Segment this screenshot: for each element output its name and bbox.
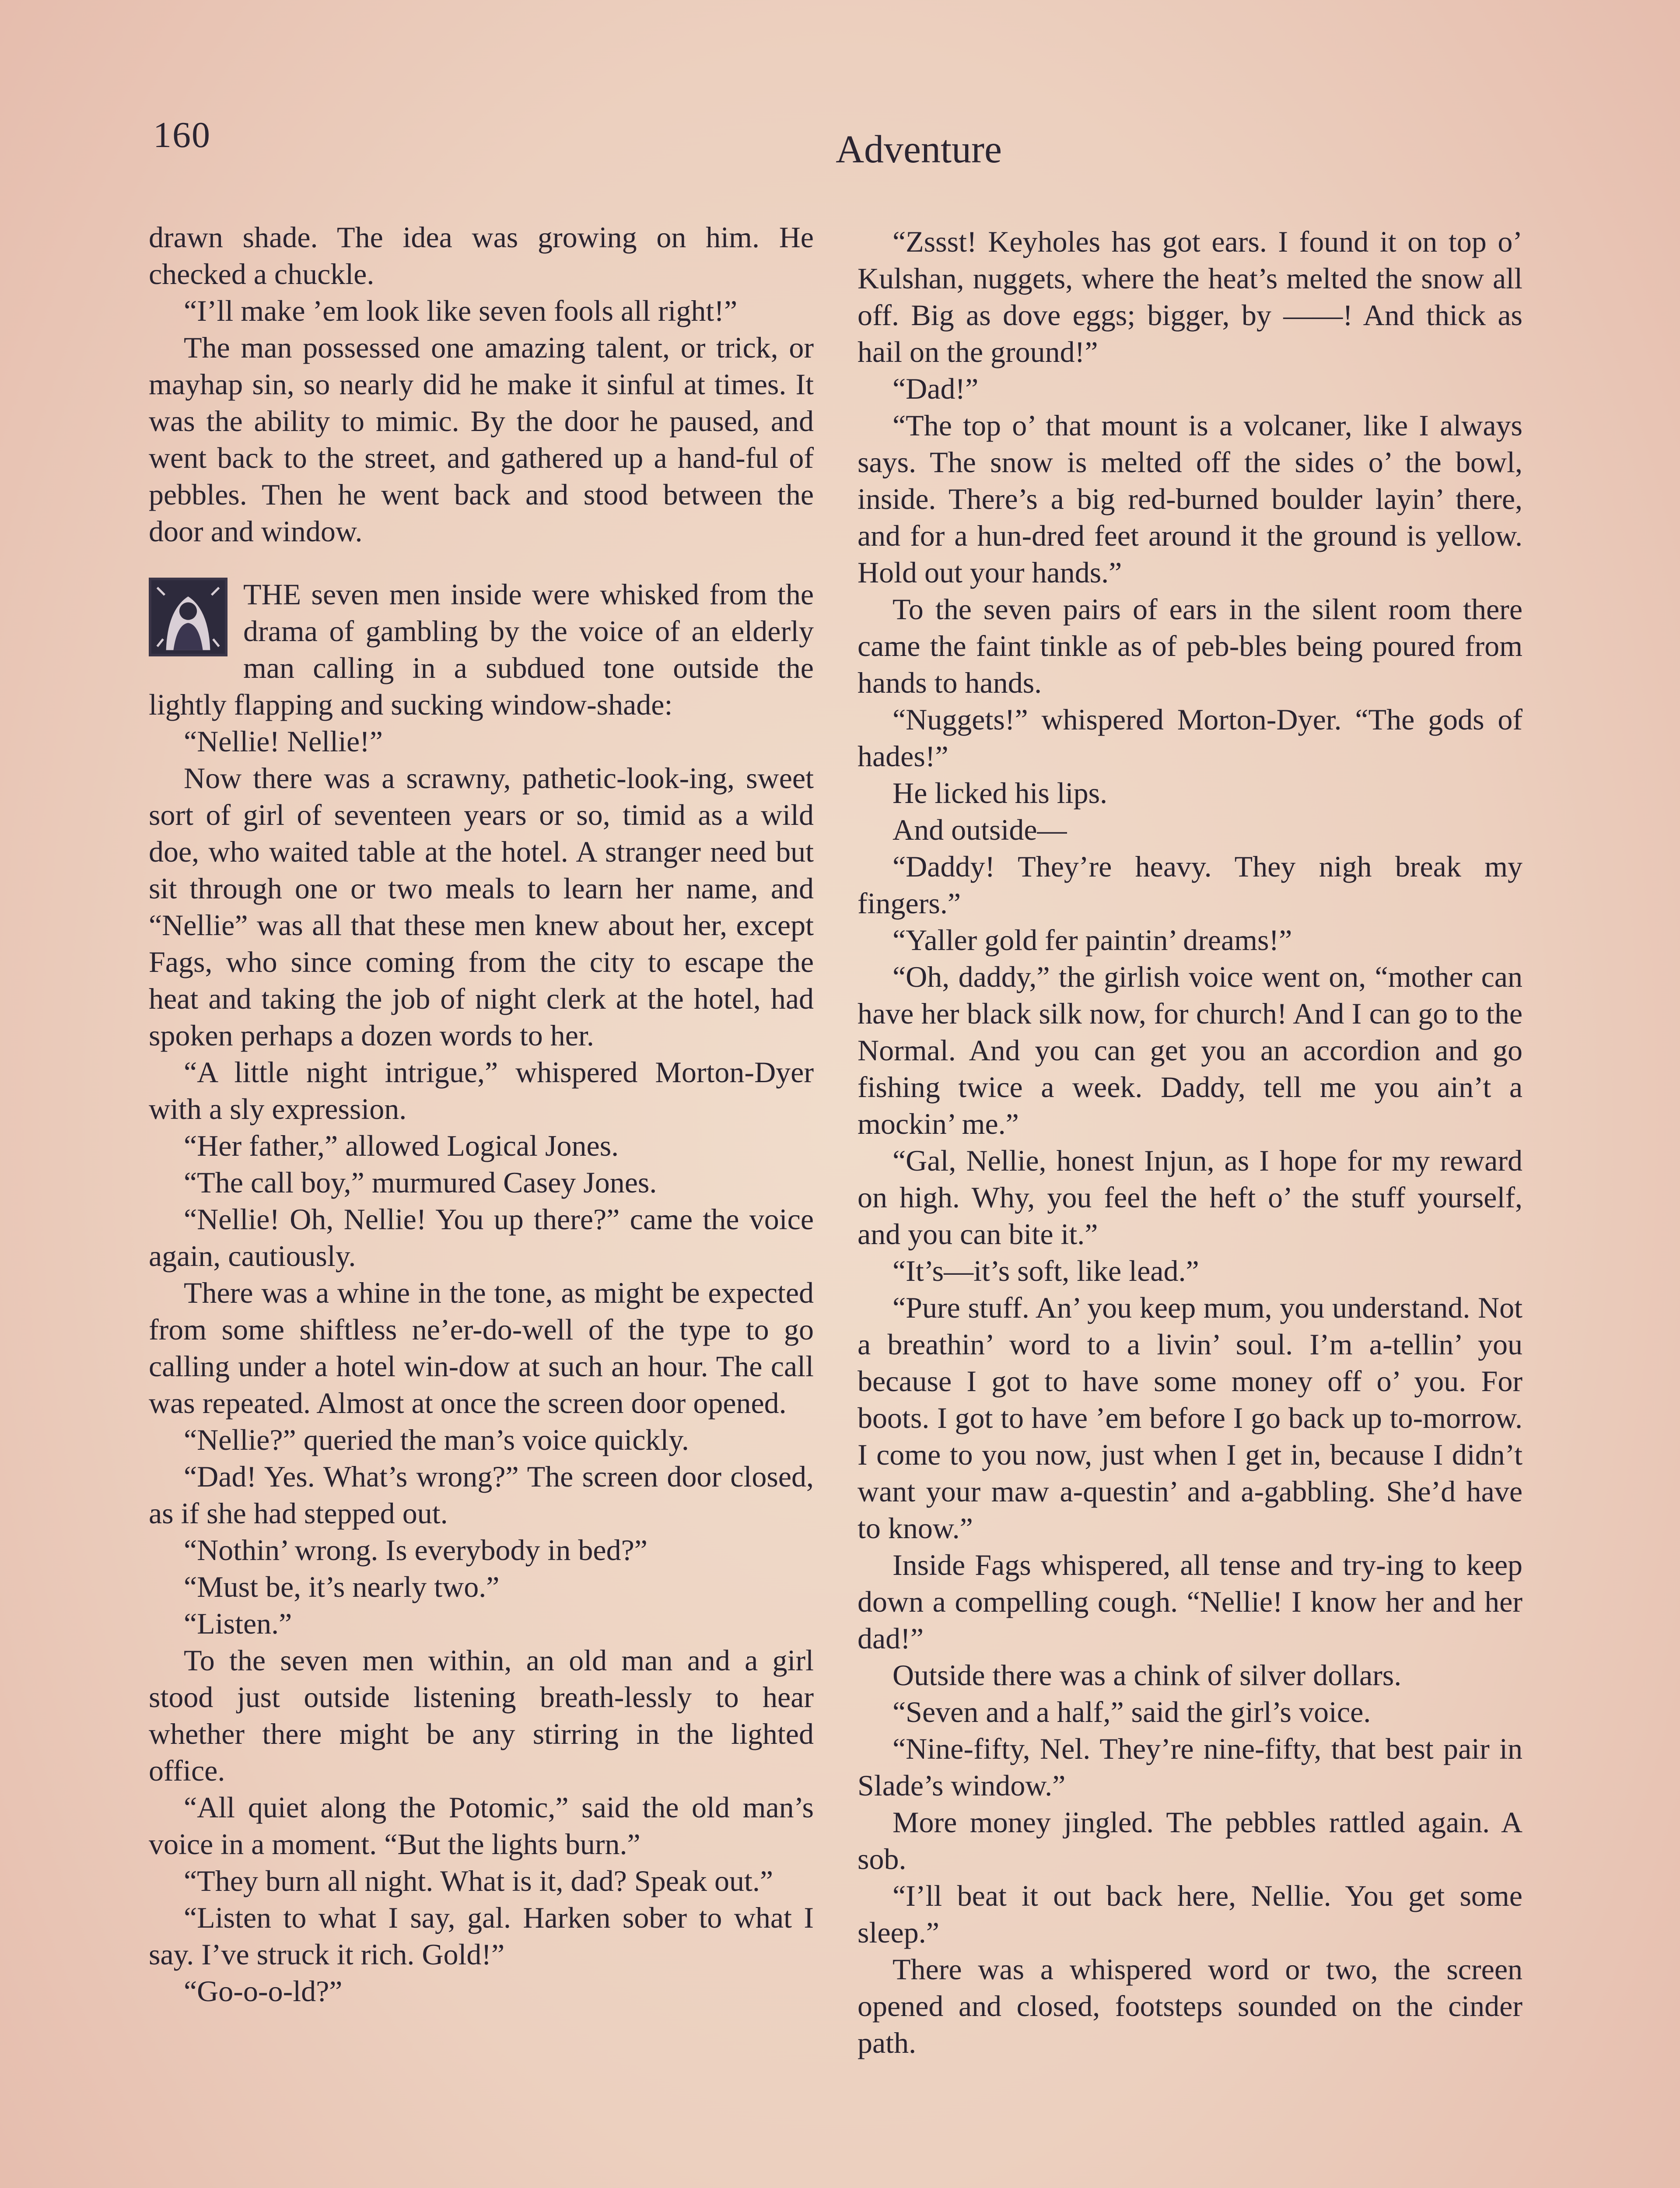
paragraph: “Listen.”	[184, 1607, 292, 1640]
paragraph: “It’s—it’s soft, like lead.”	[892, 1254, 1199, 1287]
running-title: Adventure	[836, 128, 1002, 171]
paragraph: “All quiet along the Potomic,” said the old man’s voice in a moment. “But the lights burn.”	[149, 1791, 814, 1861]
paragraph: “The call boy,” murmured Casey Jones.	[184, 1166, 657, 1199]
ornament-illustration	[149, 578, 228, 656]
page-number: 160	[153, 115, 211, 155]
paragraph: “Yaller gold fer paintin’ dreams!”	[892, 923, 1292, 957]
paragraph: The man possessed one amazing talent, or trick, or mayhap sin, so nearly did he make it sinful at times. It was the ability to mimic. By the door he paused, and went back to the street, and gathered up a hand-ful of pebbles. Then he went back and stood between the door and window.	[149, 331, 814, 548]
paragraph: “Nellie! Oh, Nellie! You up there?” came the voice again, cautiously.	[149, 1203, 814, 1273]
paragraph: “Nine-fifty, Nel. They’re nine-fifty, that best pair in Slade’s window.”	[858, 1732, 1522, 1802]
left-column	[149, 219, 814, 2009]
paragraph: “Pure stuff. An’ you keep mum, you understand. Not a breathin’ word to a livin’ soul. I’m a-tellin’ you because I got to have some money off o’ you. For boots. I got to have ’em before I go back up to-morrow. I come to you now, just when I get in, because I didn’t want your maw a-questin’ and a-gabbling. She’d have to know.”	[858, 1291, 1522, 1545]
paragraph: “Daddy! They’re heavy. They nigh break my fingers.”	[858, 850, 1522, 920]
paragraph: “Her father,” allowed Logical Jones.	[184, 1129, 619, 1162]
paragraph: To the seven pairs of ears in the silent room there came the faint tinkle as of peb-bles being poured from hands to hands.	[858, 593, 1522, 699]
paragraph: He licked his lips.	[892, 776, 1108, 810]
paragraph: More money jingled. The pebbles rattled again. A sob.	[858, 1806, 1522, 1876]
section-break	[149, 550, 814, 576]
paragraph: “Oh, daddy,” the girlish voice went on, “mother can have her black silk now, for church! And I can go to the Normal. And you can get you an accordion and go fishing twice a week. Daddy, tell me you ain’t a mockin’ me.”	[858, 960, 1522, 1140]
paragraph: “Gal, Nellie, honest Injun, as I hope for my reward on high. Why, you feel the heft o’ the stuff yourself, and you can bite it.”	[858, 1144, 1522, 1251]
paragraph: There was a whispered word or two, the screen opened and closed, footsteps sounded on the cinder path.	[858, 1953, 1522, 2059]
paragraph: “A little night intrigue,” whispered Morton-Dyer with a sly expression.	[149, 1055, 814, 1126]
paragraph: “Go-o-o-ld?”	[184, 1974, 343, 2008]
paragraph: “Seven and a half,” said the girl’s voice.	[892, 1695, 1371, 1729]
paragraph: “The top o’ that mount is a volcaner, like I always says. The snow is melted off the sides o’ the bowl, inside. There’s a big red-burned boulder layin’ there, and for a hun-dred feet around it the ground is yellow. Hold out your hands.”	[858, 409, 1522, 589]
paragraph: There was a whine in the tone, as might be expected from some shiftless ne’er-do-well of the type to go calling under a hotel win-dow at such an hour. The call was repeated. Almost at once the screen door opened.	[149, 1276, 814, 1420]
paragraph: “I’ll beat it out back here, Nellie. You get some sleep.”	[858, 1879, 1522, 1949]
paragraph: And outside—	[892, 813, 1067, 846]
paragraph: “Nuggets!” whispered Morton-Dyer. “The gods of hades!”	[858, 703, 1522, 773]
paragraph: “They burn all night. What is it, dad? Speak out.”	[184, 1864, 774, 1897]
paragraph: To the seven men within, an old man and a girl stood just outside listening breath-lessly to hear whether there might be any stirring in the lighted office.	[149, 1644, 814, 1787]
paragraph: Inside Fags whispered, all tense and try-ing to keep down a compelling cough. “Nellie! I know her and her dad!”	[858, 1548, 1522, 1655]
paragraph: “Listen to what I say, gal. Harken sober to what I say. I’ve struck it rich. Gold!”	[149, 1901, 814, 1971]
paragraph: “Dad! Yes. What’s wrong?” The screen door closed, as if she had stepped out.	[149, 1460, 814, 1530]
paragraph: “Nellie?” queried the man’s voice quickly.	[184, 1423, 689, 1456]
paragraph: “I’ll make ’em look like seven fools all right!”	[184, 294, 738, 327]
right-column	[858, 223, 1522, 2061]
paragraph: “Dad!”	[892, 372, 979, 405]
paragraph: Outside there was a chink of silver dollars.	[892, 1659, 1402, 1692]
paragraph: Now there was a scrawny, pathetic-look-ing, sweet sort of girl of seventeen years or so, timid as a wild doe, who waited table at the hotel. A stranger need but sit through one or two meals to learn her name, and “Nellie” was all that these men knew about her, except Fags, who since coming from the city to escape the heat and taking the job of night clerk at the hotel, had spoken perhaps a dozen words to her.	[149, 761, 814, 1052]
paragraph: “Must be, it’s nearly two.”	[184, 1570, 500, 1603]
paragraph: “Nellie! Nellie!”	[184, 725, 383, 758]
paragraph: “Nothin’ wrong. Is everybody in bed?”	[184, 1533, 648, 1567]
paragraph: THE seven men inside were whisked from the drama of gambling by the voice of an elderly man calling in a subdued tone outside the lightly flapping and sucking window-shade:	[149, 578, 814, 721]
paragraph: drawn shade. The idea was growing on him. He checked a chuckle.	[149, 221, 814, 291]
paragraph: “Zssst! Keyholes has got ears. I found it on top o’ Kulshan, nuggets, where the heat’s melted the snow all off. Big as dove eggs; bigger, by ——! And thick as hail on the ground!”	[858, 225, 1522, 368]
